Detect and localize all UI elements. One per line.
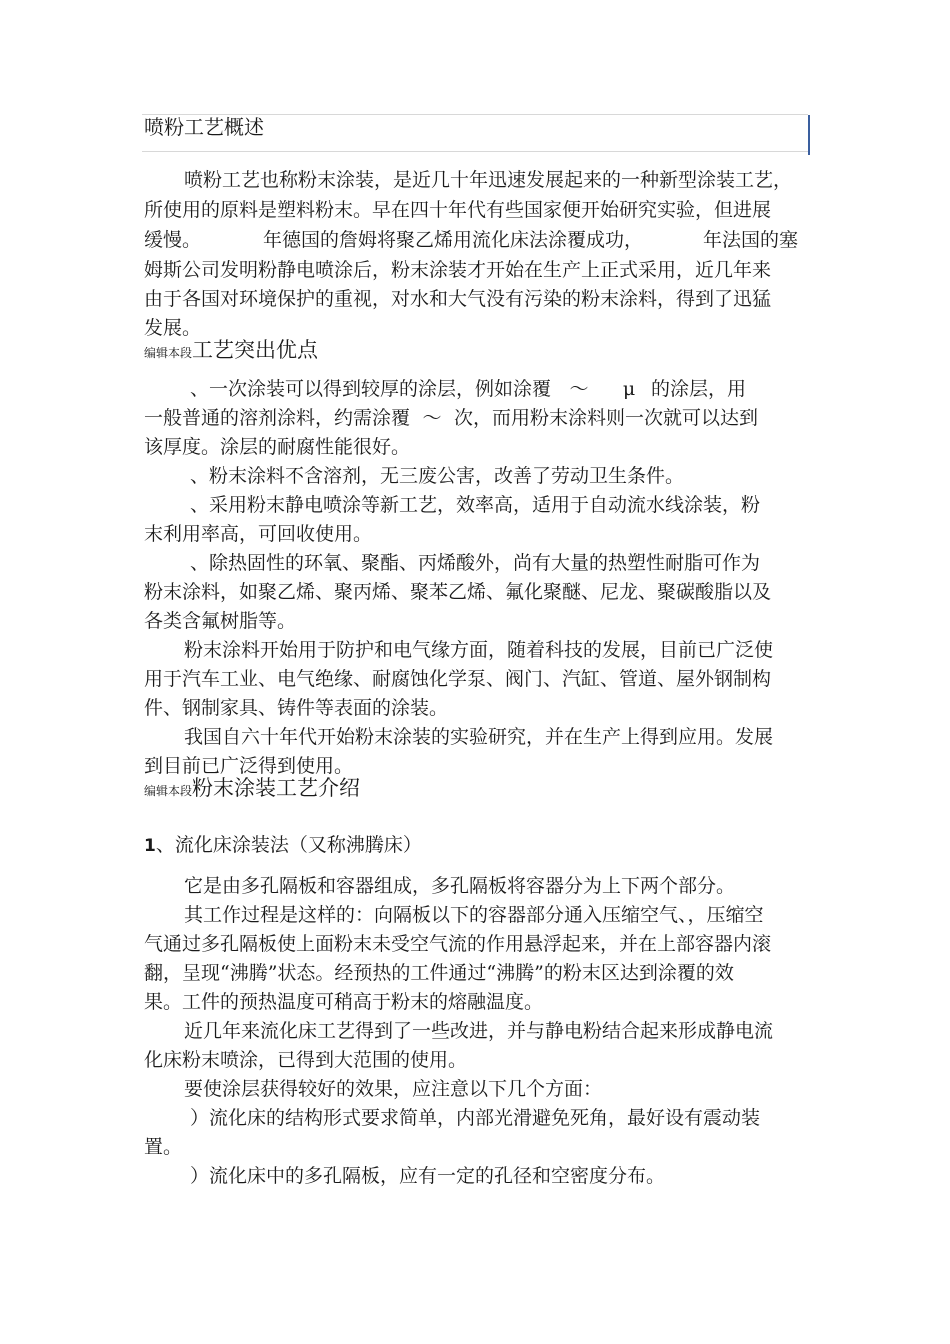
section-title: 粉末涂装工艺介绍	[192, 776, 361, 800]
intro-text-france: 年法国的塞	[703, 229, 799, 251]
intro-text-slow: 缓慢。	[144, 229, 202, 251]
adv-line-13: 我国自六十年代开始粉末涂装的实验研究，并在生产上得到应用。发展	[184, 726, 774, 748]
page-title: 喷粉工艺概述	[144, 115, 264, 139]
method-line-6: 近几年来流化床工艺得到了一些改进，并与静电粉结合起来形成静电流	[184, 1020, 774, 1042]
adv-line-6: 末利用率高，可回收使用。	[144, 523, 373, 545]
adv-line-14: 到目前已广泛得到使用。	[144, 755, 354, 777]
intro-line-4: 姆斯公司发明粉静电喷涂后，粉末涂装才开始在生产上正式采用，近几年来	[144, 259, 772, 281]
adv-line-4: 、粉末涂料不含溶剂，无三废公害，改善了劳动卫生条件。	[190, 465, 685, 487]
title-frame-bar	[808, 115, 810, 155]
tilde-symbol: ～	[569, 378, 589, 400]
method-line-5: 果。工件的预热温度可稍高于粉末的熔融温度。	[144, 991, 544, 1013]
mu-symbol: μ	[622, 378, 636, 400]
adv-line-12: 件、钢制家具、铸件等表面的涂装。	[144, 697, 449, 719]
edit-section-link[interactable]: 编辑本段	[144, 784, 193, 798]
adv-line-5: 、采用粉末静电喷涂等新工艺，效率高，适用于自动流水线涂装，粉	[190, 494, 761, 516]
adv-line-3: 该厚度。涂层的耐腐性能很好。	[144, 436, 411, 458]
method-line-2: 其工作过程是这样的：向隔板以下的容器部分通入压缩空气、，压缩空	[184, 904, 764, 926]
method-number: 1	[144, 836, 156, 856]
intro-line-2: 所使用的原料是塑料粉末。早在四十年代有些国家便开始研究实验，但进展	[144, 199, 772, 221]
method-line-10: 置。	[144, 1136, 183, 1158]
intro-line-3	[144, 226, 798, 254]
method-line-4: 翻，呈现“沸腾”状态。经预热的工件通过“沸腾”的粉末区达到涂覆的效	[144, 962, 734, 984]
intro-line-6: 发展。	[144, 317, 202, 339]
section-heading-intro	[144, 772, 360, 802]
intro-line-5: 由于各国对环境保护的重视，对水和大气没有污染的粉末涂料，得到了迅猛	[144, 288, 772, 310]
adv-line-7: 、除热固性的环氧、聚酯、丙烯酸外，尚有大量的热塑性耐脂可作为	[190, 552, 761, 574]
method-line-11: ）流化床中的多孔隔板，应有一定的孔径和空密度分布。	[190, 1165, 666, 1187]
method-line-1: 它是由多孔隔板和容器组成，多孔隔板将容器分为上下两个部分。	[184, 875, 736, 897]
method-title: 、流化床涂装法（又称沸腾床）	[155, 834, 422, 856]
adv-text: 一般普通的溶剂涂料，约需涂覆	[144, 407, 411, 429]
intro-line-1: 喷粉工艺也称粉末涂装，是近几十年迅速发展起来的一种新型涂装工艺，	[184, 169, 793, 191]
adv-line-11: 用于汽车工业、电气绝缘、耐腐蚀化学泵、阀门、汽缸、管道、屋外钢制构	[144, 668, 772, 690]
method-line-3: 气通过多孔隔板使上面粉末未受空气流的作用悬浮起来，并在上部容器内滚	[144, 933, 772, 955]
method-line-8: 要使涂层获得较好的效果，应注意以下几个方面：	[184, 1078, 603, 1100]
method-line-9: ）流化床的结构形式要求简单，内部光滑避免死角，最好设有震动装	[190, 1107, 761, 1129]
adv-text: 次，而用粉末涂料则一次就可以达到	[454, 407, 759, 429]
section-title: 工艺突出优点	[192, 338, 319, 362]
tilde-symbol: ～	[422, 407, 442, 429]
adv-text: 的涂层，用	[651, 378, 747, 400]
adv-line-1	[190, 375, 746, 403]
adv-line-2	[144, 404, 758, 432]
adv-line-10: 粉末涂料开始用于防护和电气缘方面，随着科技的发展，目前已广泛使	[184, 639, 774, 661]
adv-text: 、一次涂装可以得到较厚的涂层，例如涂覆	[190, 378, 552, 400]
intro-text-germany: 年德国的詹姆将聚乙烯用流化床法涂覆成功，	[263, 229, 644, 251]
section-heading-advantages	[144, 334, 318, 364]
adv-line-8: 粉末涂料，如聚乙烯、聚丙烯、聚苯乙烯、氟化聚醚、尼龙、聚碳酸脂以及	[144, 581, 772, 603]
method-heading	[144, 831, 422, 860]
method-line-7: 化床粉末喷涂，已得到大范围的使用。	[144, 1049, 468, 1071]
adv-line-9: 各类含氟树脂等。	[144, 610, 297, 632]
edit-section-link[interactable]: 编辑本段	[144, 346, 193, 360]
